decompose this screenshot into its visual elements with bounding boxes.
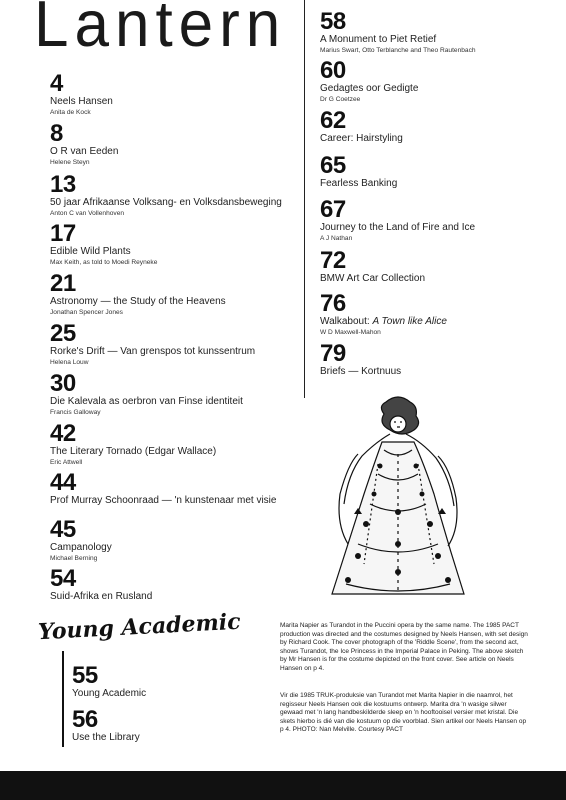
article-author: Jonathan Spencer Jones [50, 309, 123, 316]
toc-entry[interactable] [50, 272, 312, 317]
article-title: Campanology [50, 542, 112, 553]
toc-entry[interactable] [320, 198, 556, 243]
page-number: 60 [320, 57, 346, 84]
page-number: 65 [320, 152, 346, 179]
page-number: 8 [50, 120, 63, 147]
title-prefix: Walkabout: [320, 316, 373, 327]
toc-entry[interactable] [320, 59, 556, 104]
article-title: Suid-Afrika en Rusland [50, 591, 153, 602]
article-title: Die Kalevala as oerbron van Finse identiteit [50, 396, 243, 407]
toc-entry[interactable] [50, 72, 312, 117]
scan-edge-bar [0, 771, 566, 800]
article-title: BMW Art Car Collection [320, 273, 426, 284]
toc-entry[interactable] [50, 422, 312, 467]
article-author: W D Maxwell-Mahon [320, 329, 381, 336]
article-title: The Literary Tornado (Edgar Wallace) [50, 446, 217, 457]
page-number: 56 [72, 706, 98, 733]
toc-entry[interactable] [320, 10, 556, 55]
page-number: 42 [50, 420, 76, 447]
page-number: 30 [50, 370, 76, 397]
masthead-logo: Lantern [34, 0, 287, 61]
article-author: Michael Berning [50, 555, 98, 562]
article-author: Helene Steyn [50, 159, 90, 166]
article-author: Dr G Coetzee [320, 96, 361, 103]
article-title: A Monument to Piet Retief [320, 34, 437, 45]
page-number: 54 [50, 565, 76, 592]
article-author: Francis Galloway [50, 409, 101, 416]
page-number: 21 [50, 270, 76, 297]
article-title: O R van Eeden [50, 146, 119, 157]
article-title: Journey to the Land of Fire and Ice [320, 222, 476, 233]
article-title: Prof Murray Schoonraad — 'n kunstenaar met visie [50, 495, 277, 506]
article-title: Gedagtes oor Gedigte [320, 83, 419, 94]
toc-entry[interactable] [72, 664, 272, 700]
young-academic-heading: Young Academic [37, 608, 242, 646]
page-number: 58 [320, 8, 346, 35]
article-title: Neels Hansen [50, 96, 113, 107]
article-title [320, 316, 556, 328]
page-number: 72 [320, 247, 346, 274]
caption-english: Marita Napier as Turandot in the Puccini opera by the same name. The 1985 PACT production was directed and the costumes designed by Neels Hansen, with set design by Richard Cook. The cover photograph of the 'Riddle Scene', from the second act, shows Turandot, the Ice Princess in the Imperial Palace in Peking. The above sketch by Mr Hansen is for the costume depicted on the front cover. See article on Neels Hansen on p 4. [280, 622, 528, 672]
article-author: Max Keith, as told to Moedi Reyneke [50, 259, 158, 266]
page-number: 79 [320, 340, 346, 367]
toc-entry[interactable] [320, 249, 556, 285]
article-author: Eric Attwell [50, 459, 83, 466]
costume-sketch-illustration [318, 394, 478, 610]
toc-entry[interactable] [50, 222, 312, 267]
page-number: 13 [50, 171, 76, 198]
article-author: Anton C van Vollenhoven [50, 210, 125, 217]
article-title: Edible Wild Plants [50, 246, 131, 257]
page-number: 17 [50, 220, 76, 247]
article-title: Use the Library [72, 732, 140, 743]
toc-entry[interactable] [50, 372, 312, 417]
toc-entry[interactable] [50, 471, 312, 507]
page-number: 55 [72, 662, 98, 689]
page-number: 62 [320, 107, 346, 134]
article-author: Marius Swart, Otto Terblanche and Theo Rautenbach [320, 47, 476, 54]
article-title: Rorke's Drift — Van grenspos tot kunssentrum [50, 346, 256, 357]
page-number: 76 [320, 290, 346, 317]
article-title: 50 jaar Afrikaanse Volksang- en Volksdansbeweging [50, 197, 282, 208]
article-author: Anita de Kock [50, 109, 91, 116]
toc-entry[interactable] [50, 173, 312, 218]
toc-entry[interactable] [320, 154, 556, 190]
toc-entry[interactable] [50, 567, 312, 603]
toc-entry[interactable] [50, 122, 312, 167]
section-rule [62, 651, 64, 747]
article-title: Career: Hairstyling [320, 133, 403, 144]
toc-entry[interactable] [320, 292, 556, 337]
article-title: Astronomy — the Study of the Heavens [50, 296, 226, 307]
article-title: Young Academic [72, 688, 147, 699]
page-number: 25 [50, 320, 76, 347]
page-number: 44 [50, 469, 76, 496]
page-number: 45 [50, 516, 76, 543]
article-author: Helena Louw [50, 359, 89, 366]
caption-afrikaans: Vir die 1985 TRUK-produksie van Turandot met Marita Napier in die naamrol, het regisseur Neels Hansen ook die kostuums ontwerp. Marita dra 'n wasige silwer gewaad met 'n lang handbeskilderde sleep en 'n hooftooisel versier met kristal. Die skets hierbo is dié van die kostuum op die voorblad. Sien artikel oor Neels Hansen op p 4. PHOTO: Nan Melville. Courtesy PACT [280, 692, 527, 734]
page-number: 67 [320, 196, 346, 223]
article-title: Fearless Banking [320, 178, 398, 189]
article-author: A J Nathan [320, 235, 353, 242]
toc-entry[interactable] [72, 708, 272, 744]
title-italic: A Town like Alice [372, 316, 447, 327]
article-title: Briefs — Kortnuus [320, 366, 402, 377]
toc-entry[interactable] [50, 518, 312, 563]
toc-entry[interactable] [50, 322, 312, 367]
toc-entry[interactable] [320, 342, 556, 378]
toc-entry[interactable] [320, 109, 556, 145]
page-number: 4 [50, 70, 63, 97]
